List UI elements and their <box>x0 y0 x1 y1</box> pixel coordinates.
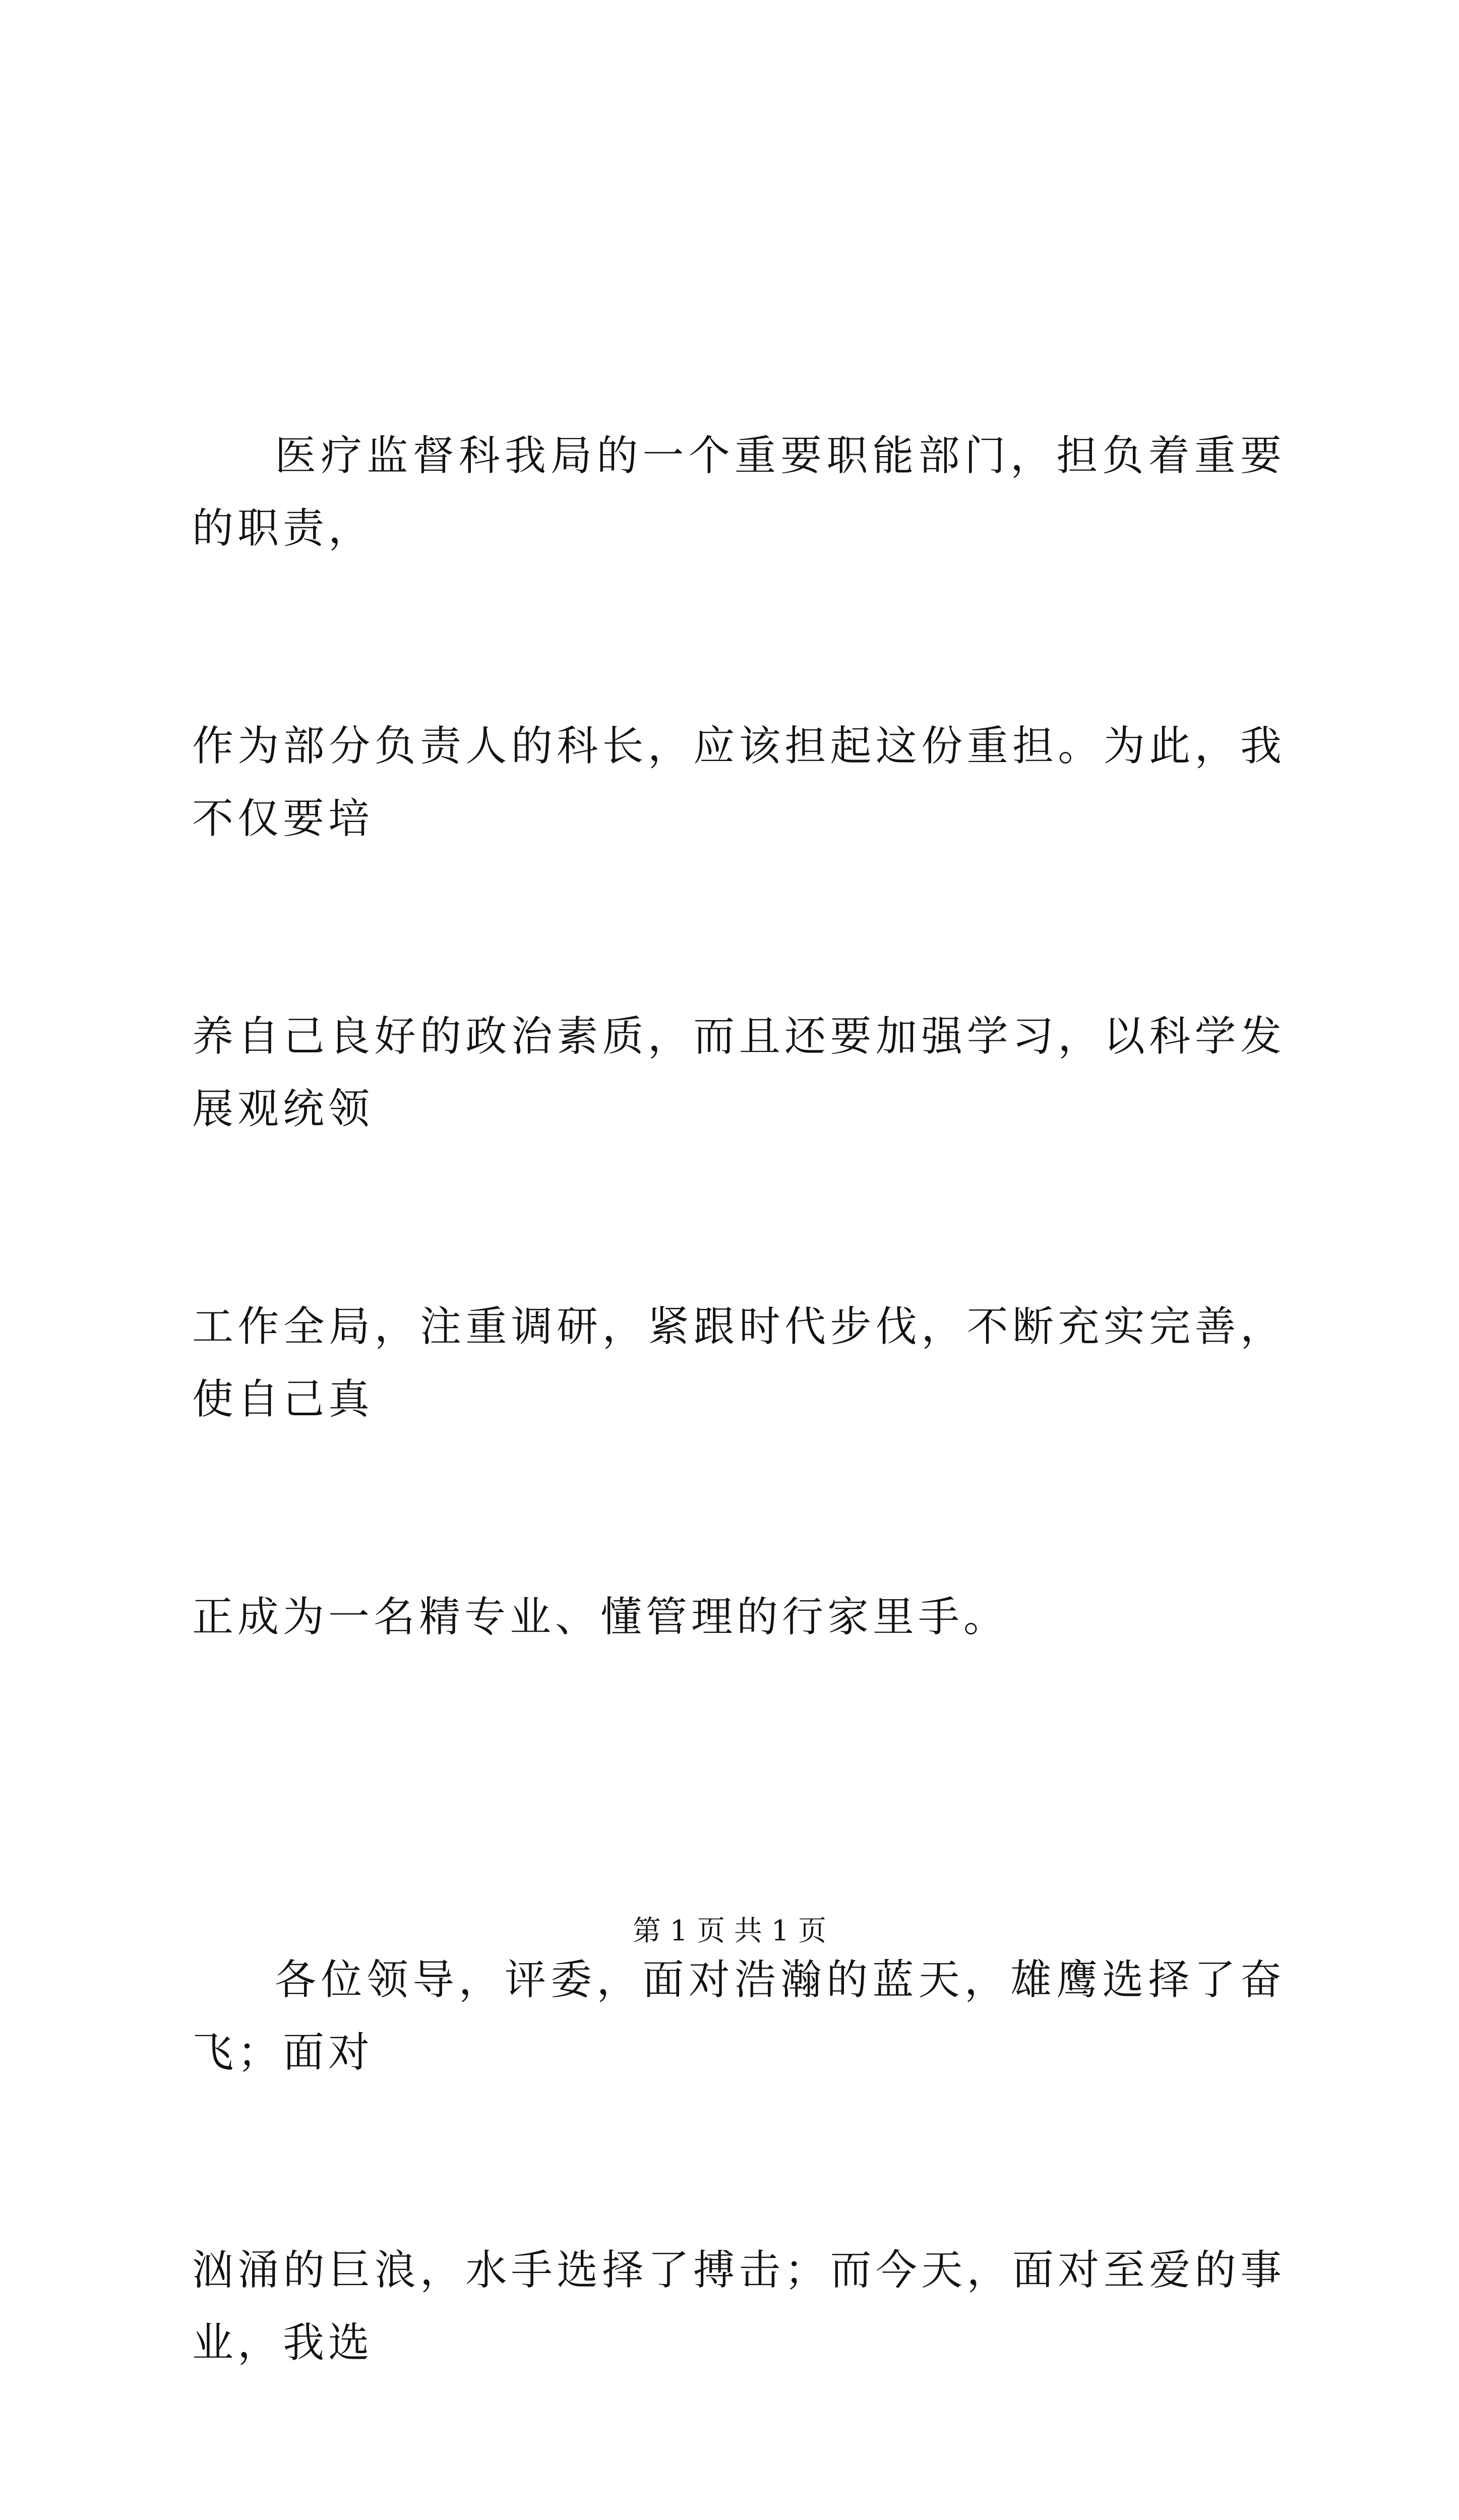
paragraph-line: 作为部分负责人的科长，应该担起这份重担。为此，我不仅要培 <box>192 722 1286 843</box>
paragraph-2 <box>192 1799 1286 2520</box>
paragraph-line: 各位领导，评委，面对浩瀚的蓝天，雄鹰选择了奋飞；面对 <box>192 1956 1286 2076</box>
paragraph-line: 工作全局，注重调研，紧跟时代步伐，不断充实完善，使自己真 <box>192 1303 1286 1423</box>
page-footer: 第 1 页 共 1 页 <box>632 1915 827 1947</box>
paragraph-line: 养自己良好的政治素质，而且还要加强学习，以科学发展观统领 <box>192 1013 1286 1133</box>
paragraph-line: 医疗监督科我局的一个重要职能部门，担负着重要的职责， <box>192 432 1286 552</box>
document-body <box>192 275 1286 2520</box>
paragraph-1 <box>192 275 1286 1799</box>
paragraph-line: 汹涌的巨浪，水手选择了搏击；而今天，面对至爱的事业，我选 <box>192 2246 1286 2367</box>
paragraph-line: 正成为一名精专业、懂管理的行家里手。 <box>192 1593 1009 1641</box>
